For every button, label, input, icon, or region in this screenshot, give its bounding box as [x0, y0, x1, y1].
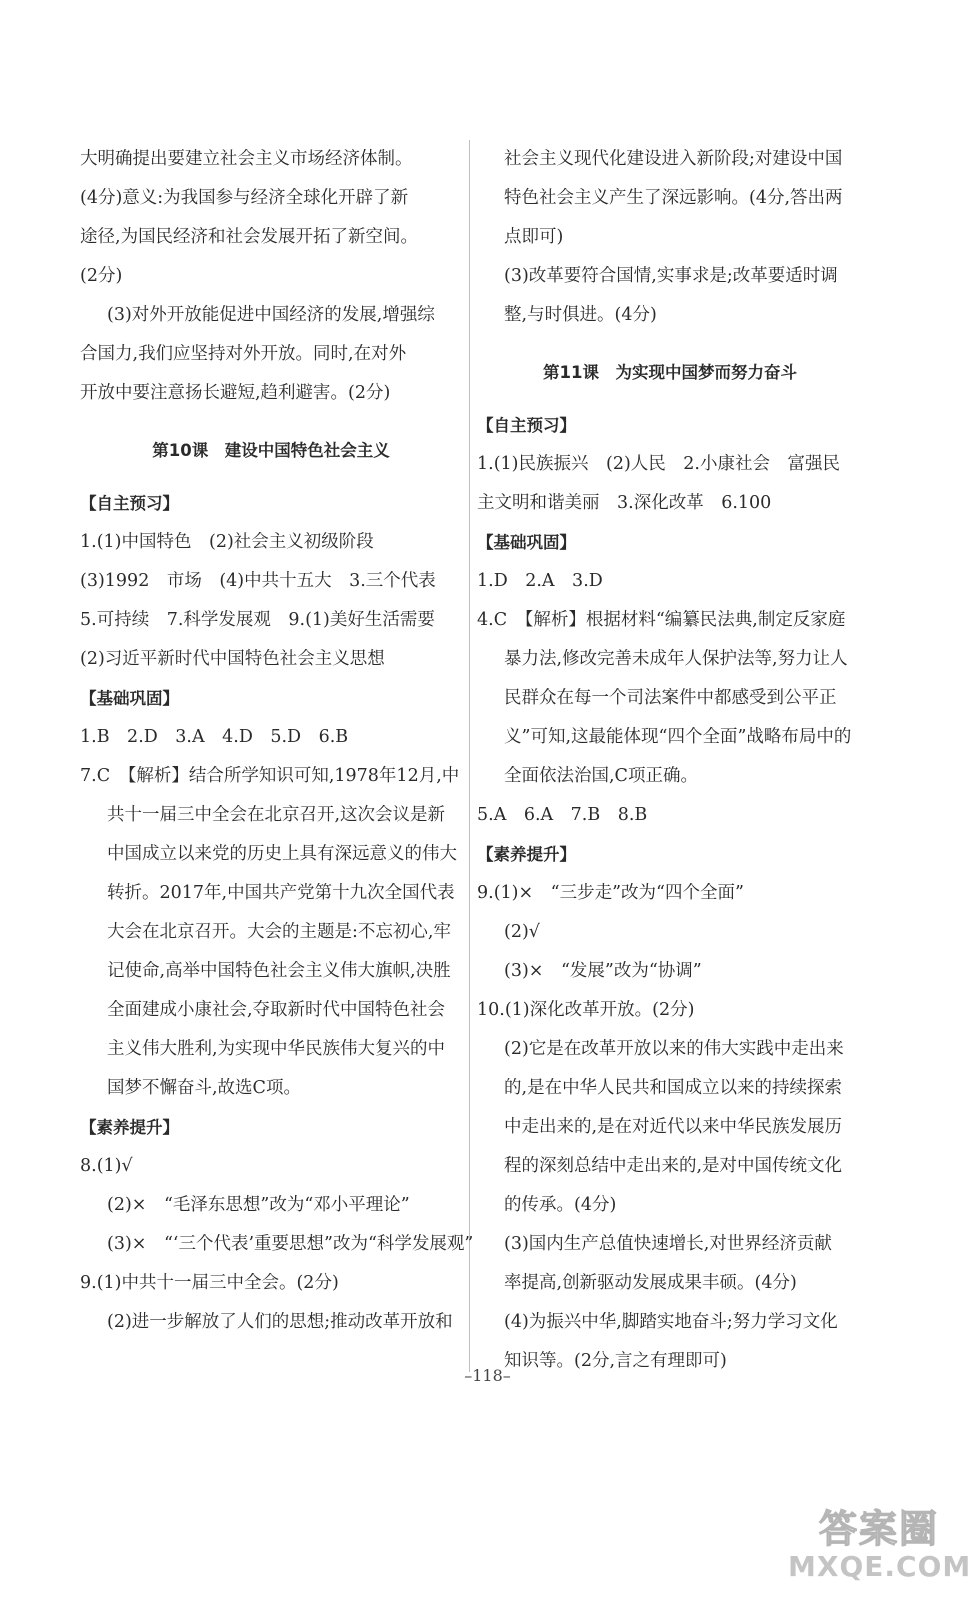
answer-line: (2)√ [504, 922, 540, 942]
answer-line: (3)× “发展”改为“协调” [504, 961, 702, 981]
answer-line: 中国成立以来党的历史上具有深远意义的伟大 [107, 844, 457, 864]
answer-line: 1.B 2.D 3.A 4.D 5.D 6.B [80, 727, 349, 747]
answer-line: 民群众在每一个司法案件中都感受到公平正 [504, 688, 837, 708]
answer-line: 的,是在中华人民共和国成立以来的持续探索 [504, 1078, 843, 1098]
answer-line: 全面建成小康社会,夺取新时代中国特色社会 [107, 1000, 446, 1020]
answer-line: 中走出来的,是在对近代以来中华民族发展历 [504, 1117, 843, 1137]
answer-line: 大会在北京召开。大会的主题是:不忘初心,牢 [107, 922, 451, 942]
answer-line: 特色社会主义产生了深远影响。(4分,答出两 [504, 188, 843, 208]
answer-line: 5.A 6.A 7.B 8.B [477, 805, 648, 825]
answer-line: 转折。2017年,中国共产党第十九次全国代表 [107, 883, 455, 903]
lesson-10-title: 第10课 建设中国特色社会主义 [152, 441, 390, 460]
answer-line: 8.(1)√ [80, 1156, 133, 1176]
answer-line: 开放中要注意扬长避短,趋利避害。(2分) [80, 383, 391, 403]
answer-line: (3)改革要符合国情,实事求是;改革要适时调 [504, 266, 838, 286]
section-improve-header: 【素养提升】 [477, 845, 576, 864]
answer-line: 的传承。(4分) [504, 1195, 617, 1215]
answer-line: (2)它是在改革开放以来的伟大实践中走出来 [504, 1039, 844, 1059]
answer-line: 国梦不懈奋斗,故选C项。 [107, 1078, 301, 1098]
answer-line: 共十一届三中全会在北京召开,这次会议是新 [107, 805, 446, 825]
answer-line: (2分) [80, 266, 123, 286]
answer-line: 程的深刻总结中走出来的,是对中国传统文化 [504, 1156, 843, 1176]
answer-line: (4分)意义:为我国参与经济全球化开辟了新 [80, 188, 409, 208]
answer-line: 1.(1)民族振兴 (2)人民 2.小康社会 富强民 [477, 454, 840, 474]
watermark-brand: 答案圈 [818, 1507, 939, 1551]
answer-line: 4.C 【解析】根据材料“编纂民法典,制定反家庭 [477, 610, 846, 630]
answer-line: (3)国内生产总值快速增长,对世界经济贡献 [504, 1234, 832, 1254]
section-improve-header: 【素养提升】 [80, 1118, 179, 1137]
answer-line: 1.(1)中国特色 (2)社会主义初级阶段 [80, 532, 374, 552]
answer-line: 途径,为国民经济和社会发展开拓了新空间。 [80, 227, 419, 247]
answer-line: 大明确提出要建立社会主义市场经济体制。 [80, 149, 413, 169]
answer-line: (2)进一步解放了人们的思想;推动改革开放和 [107, 1312, 453, 1332]
answer-line: 7.C 【解析】结合所学知识可知,1978年12月,中 [80, 766, 460, 786]
answer-line: 主义伟大胜利,为实现中华民族伟大复兴的中 [107, 1039, 446, 1059]
answer-line: (3)× “‘三个代表’重要思想”改为“科学发展观” [107, 1234, 474, 1254]
section-preview-header: 【自主预习】 [477, 416, 576, 435]
answer-line: 10.(1)深化改革开放。(2分) [477, 1000, 695, 1020]
page-number: –118– [464, 1366, 511, 1385]
answer-line: 5.可持续 7.科学发展观 9.(1)美好生活需要 [80, 610, 435, 630]
answer-line: 9.(1)× “三步走”改为“四个全面” [477, 883, 744, 903]
answer-line: (2)× “毛泽东思想”改为“邓小平理论” [107, 1195, 410, 1215]
answer-line: 社会主义现代化建设进入新阶段;对建设中国 [504, 149, 843, 169]
watermark-logo [788, 1498, 970, 1596]
answer-line: 整,与时俱进。(4分) [504, 305, 657, 325]
answer-line: (4)为振兴中华,脚踏实地奋斗;努力学习文化 [504, 1312, 838, 1332]
lesson-11-title: 第11课 为实现中国梦而努力奋斗 [543, 363, 797, 382]
right-column [477, 140, 863, 1381]
answer-line: 1.D 2.A 3.D [477, 571, 603, 591]
answer-line: 义”可知,这最能体现“四个全面”战略布局中的 [504, 727, 852, 747]
answer-line: (3)1992 市场 (4)中共十五大 3.三个代表 [80, 571, 436, 591]
left-column [80, 140, 474, 1342]
answer-line: 暴力法,修改完善未成年人保护法等,努力让人 [504, 649, 848, 669]
section-basic-header: 【基础巩固】 [80, 689, 179, 708]
answer-line: 主文明和谐美丽 3.深化改革 6.100 [477, 493, 772, 513]
watermark-site: MXQE.COM [788, 1550, 972, 1583]
answer-line: 全面依法治国,C项正确。 [504, 766, 698, 786]
section-preview-header: 【自主预习】 [80, 494, 179, 513]
answer-line: 记使命,高举中国特色社会主义伟大旗帜,决胜 [107, 961, 451, 981]
answer-line: (3)对外开放能促进中国经济的发展,增强综 [107, 305, 435, 325]
section-basic-header: 【基础巩固】 [477, 533, 576, 552]
answer-line: 知识等。(2分,言之有理即可) [504, 1351, 727, 1371]
answer-line: 率提高,创新驱动发展成果丰硕。(4分) [504, 1273, 797, 1293]
column-divider [469, 140, 470, 1372]
answer-line: 点即可) [504, 227, 564, 247]
answer-line: 合国力,我们应坚持对外开放。同时,在对外 [80, 344, 407, 364]
answer-line: 9.(1)中共十一届三中全会。(2分) [80, 1273, 339, 1293]
answer-line: (2)习近平新时代中国特色社会主义思想 [80, 649, 385, 669]
